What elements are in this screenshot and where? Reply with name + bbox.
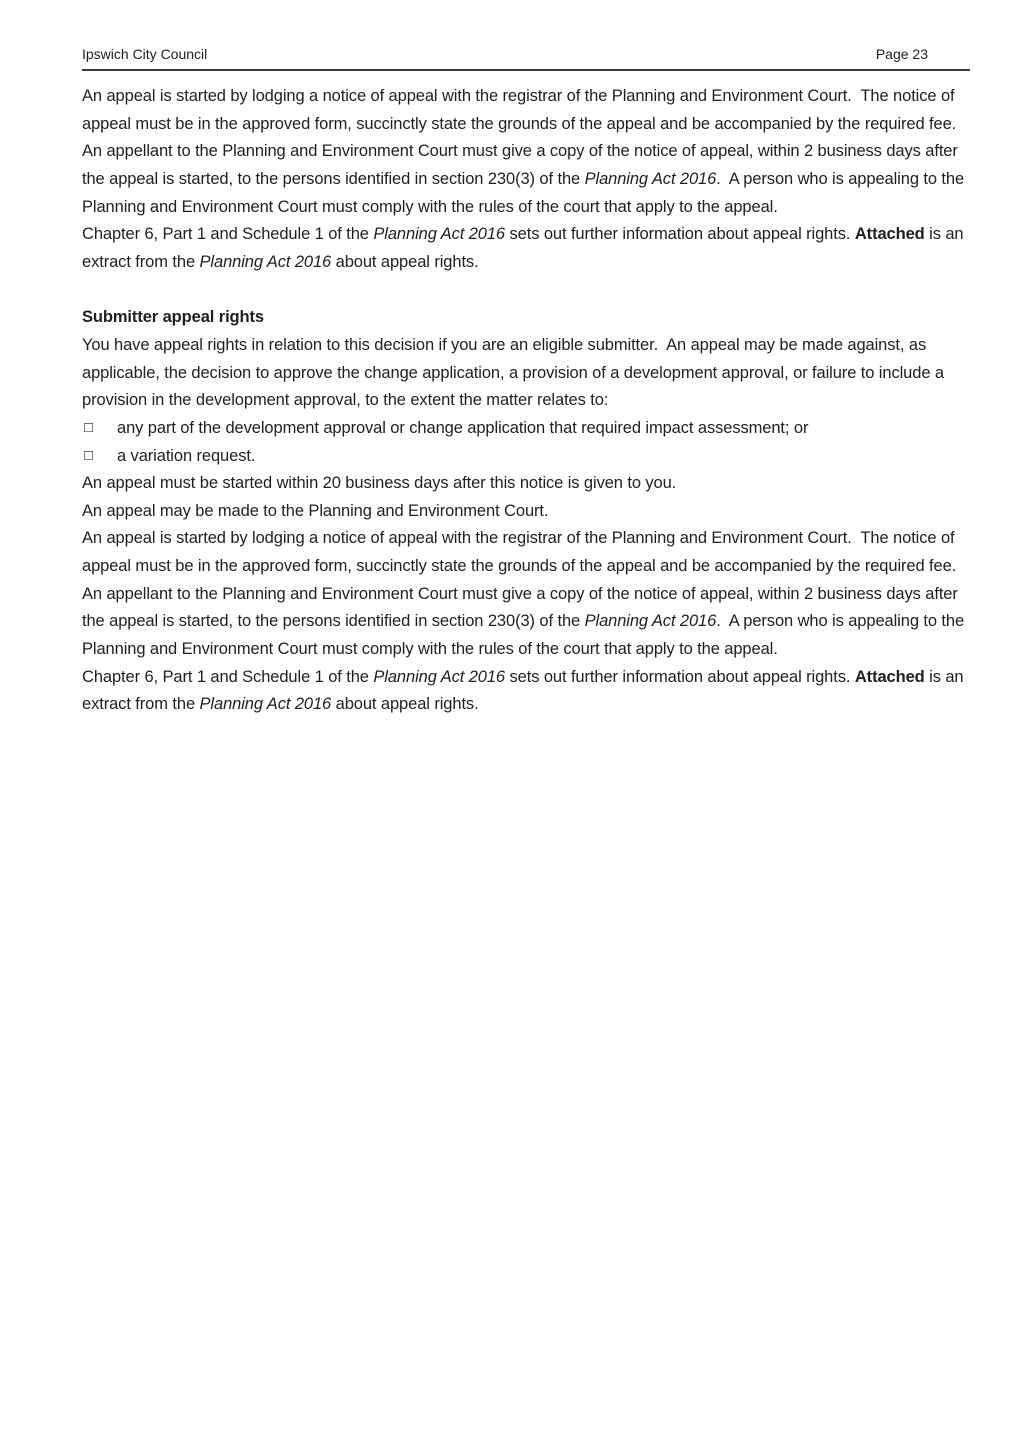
bold-text-run: Attached xyxy=(854,667,925,686)
italic-text-run: Planning Act 2016 xyxy=(199,252,332,271)
text-run: An appeal is started by lodging a notice of appeal with the registrar of the Planning and Environment Court. The notice of appeal must be in the approved form, succinctly state the grounds of the appeal and be accompanied by the required fee. xyxy=(82,87,960,133)
section-heading xyxy=(82,304,970,332)
paragraph xyxy=(82,138,970,221)
paragraph xyxy=(82,525,970,580)
text-run: An appeal may be made to the Planning and Environment Court. xyxy=(82,501,549,520)
header-document-title: Ipswich City Council xyxy=(82,46,208,62)
paragraph xyxy=(82,498,970,526)
text-run: You have appeal rights in relation to this decision if you are an eligible submitter. An appeal may be made against, as applicable, the decision to approve the change application, a provision of a development approval, or failure to include a provision in the development approval, to the extent the matter relates to: xyxy=(82,335,949,410)
bold-text-run: Attached xyxy=(854,225,925,244)
paragraph xyxy=(82,332,970,415)
bullet-square-icon: □ xyxy=(84,446,93,464)
italic-text-run: Planning Act 2016 xyxy=(584,169,717,188)
text-run: sets out further information about appeal rights. xyxy=(505,667,855,686)
text-run: about appeal rights. xyxy=(331,695,479,714)
paragraph xyxy=(82,581,970,664)
text-run: . A person who is appealing to the Planning and Environment Court must comply with the rules of the court that apply to the appeal. xyxy=(82,612,969,659)
text-run: Chapter 6, Part 1 and Schedule 1 of the xyxy=(82,667,374,686)
text-run: An appeal is started by lodging a notice of appeal with the registrar of the Planning and Environment Court. The notice of appeal must be in the approved form, succinctly state the grounds of the appeal and be accompanied by the required fee. xyxy=(82,529,960,576)
text-run: . A person who is appealing to the Planning and Environment Court must comply with the rules of the court that apply to the appeal. xyxy=(82,169,969,216)
text-run: is an extract from the xyxy=(82,667,968,714)
text-run: any part of the development approval or change application that required impact assessment; or xyxy=(117,418,809,437)
paragraph xyxy=(82,470,970,498)
text-run: about appeal rights. xyxy=(331,252,479,271)
text-run: Submitter appeal rights xyxy=(82,308,264,327)
bullet-item xyxy=(82,415,970,443)
paragraph xyxy=(82,221,970,276)
text-run: An appellant to the Planning and Environment Court must give a copy of the notice of appeal, within 2 business days after the appeal is started, to the persons identified in section 230(3) of the xyxy=(82,584,963,631)
text-run: An appellant to the Planning and Environment Court must give a copy of the notice of appeal, within 2 business days after the appeal is started, to the persons identified in section 230(3) of the xyxy=(82,142,963,188)
text-run: Chapter 6, Part 1 and Schedule 1 of the xyxy=(82,225,374,244)
text-run: is an extract from the xyxy=(82,225,968,271)
text-run: a variation request. xyxy=(117,446,256,465)
text-run: sets out further information about appeal rights. xyxy=(505,225,855,244)
text-run: An appeal must be started within 20 business days after this notice is given to you. xyxy=(82,474,677,493)
italic-text-run: Planning Act 2016 xyxy=(373,225,505,244)
bullet-item xyxy=(82,443,970,471)
paragraph xyxy=(82,664,970,719)
paragraph xyxy=(82,83,970,138)
italic-text-run: Planning Act 2016 xyxy=(373,667,505,686)
page-header xyxy=(82,0,970,71)
blank-line xyxy=(82,277,970,305)
italic-text-run: Planning Act 2016 xyxy=(199,695,332,714)
document-body xyxy=(82,71,970,719)
bullet-square-icon: □ xyxy=(84,418,93,436)
italic-text-run: Planning Act 2016 xyxy=(584,612,717,631)
header-page-number: Page 23 xyxy=(875,46,928,62)
